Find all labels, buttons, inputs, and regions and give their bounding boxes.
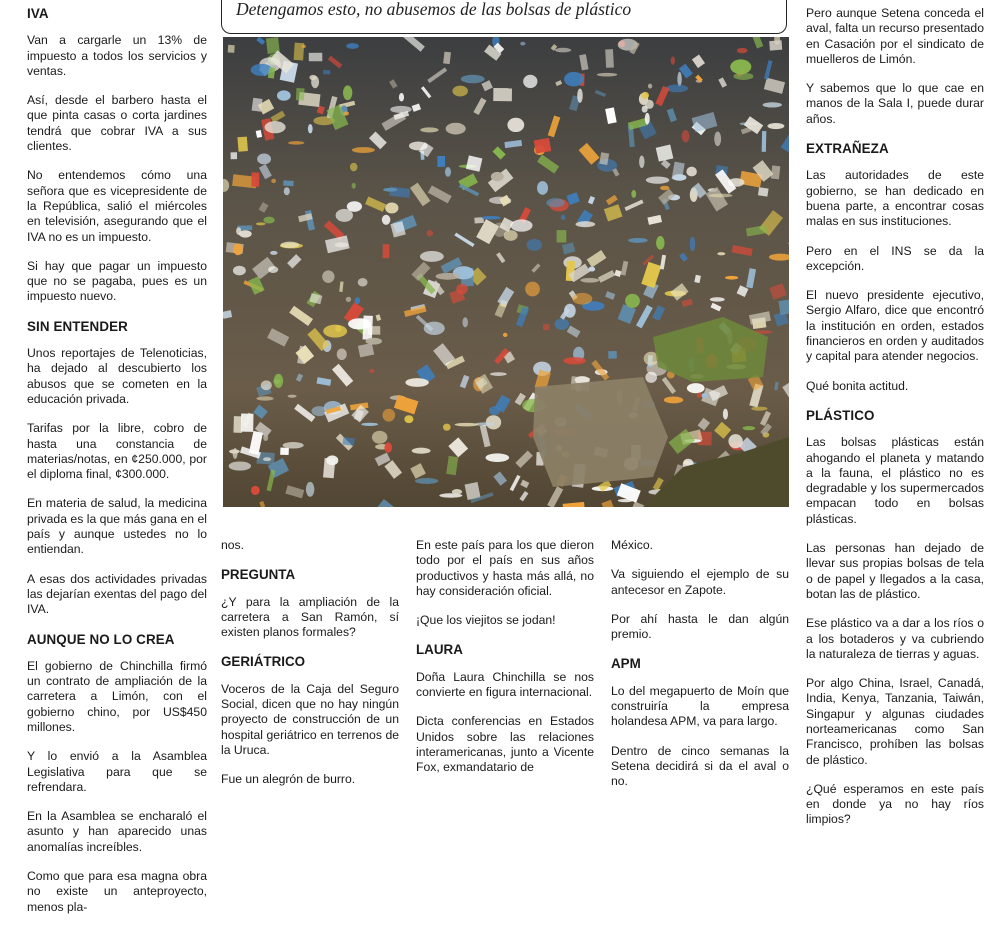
trash-piece <box>237 137 248 152</box>
trash-piece <box>763 102 782 107</box>
trash-piece <box>229 461 251 470</box>
trash-piece <box>309 75 316 80</box>
column-3 <box>416 538 594 790</box>
trash-piece <box>241 413 254 431</box>
trash-piece <box>309 53 323 61</box>
trash-piece <box>443 52 451 64</box>
trash-piece <box>452 86 468 97</box>
trash-piece <box>306 482 314 497</box>
paragraph: Pero en el INS se da la excepción. <box>806 243 984 273</box>
trash-piece <box>343 437 355 446</box>
trash-piece <box>503 333 508 337</box>
paragraph: ¡Que los viejitos se jodan! <box>416 613 556 628</box>
trash-piece <box>664 397 683 404</box>
trash-piece <box>491 172 504 181</box>
trash-piece <box>277 90 291 100</box>
trash-piece <box>648 84 652 89</box>
trash-piece <box>256 222 266 225</box>
trash-piece <box>546 198 564 207</box>
paragraph: No entendemos cómo una señora que es vicepresidente de la República, salió el miércoles en televisión, asegurando que el IVA no es un impuesto. <box>27 168 207 244</box>
trash-piece <box>268 266 278 273</box>
paragraph: Las bolsas plásticas están ahogando el planeta y matando a la fauna, el plástico no es degradable y los supermercados empacan todo en bolsas plásticas. <box>806 435 984 526</box>
trash-piece <box>511 219 533 231</box>
trash-piece <box>490 372 507 376</box>
trash-piece <box>283 442 304 448</box>
trash-piece <box>263 457 271 461</box>
trash-piece <box>537 181 548 195</box>
trash-piece <box>564 72 584 87</box>
trash-piece <box>523 75 537 88</box>
trash-piece <box>645 372 657 383</box>
paragraph: Lo del megapuerto de Moín que construiría la empresa holandesa APM, va para largo. <box>611 683 789 729</box>
trash-piece <box>382 409 395 422</box>
trash-piece <box>384 442 392 452</box>
paragraph: Y sabemos que lo que cae en manos de la Sala I, puede durar años. <box>806 81 984 126</box>
trash-piece <box>271 179 276 183</box>
trash-piece <box>577 88 583 102</box>
trash-piece <box>543 324 549 330</box>
column-2 <box>221 538 399 802</box>
trash-piece <box>660 186 669 190</box>
trash-piece <box>639 155 644 168</box>
trash-piece <box>270 251 278 255</box>
trash-piece <box>288 141 304 145</box>
trash-piece <box>555 318 569 330</box>
trash-piece <box>482 216 501 220</box>
trash-piece <box>323 70 330 74</box>
trash-piece <box>646 176 670 183</box>
trash-piece <box>527 239 542 251</box>
trash-piece <box>352 147 375 153</box>
paragraph: A esas dos actividades privadas las dejarían exentas del pago del IVA. <box>27 571 207 617</box>
paragraph: nos. <box>221 538 245 552</box>
trash-piece <box>572 293 592 305</box>
trash-piece <box>343 85 352 100</box>
trash-piece <box>323 325 347 338</box>
paragraph: En la Asamblea se encharaló el asunto y han aparecido unas anomalías increíbles. <box>27 809 207 854</box>
paragraph: Y lo envió a la Asamblea Legislativa para que se refrendara. <box>27 749 207 794</box>
trash-piece <box>520 42 525 46</box>
paragraph: Doña Laura Chinchilla se nos convierte en figura internacional. <box>416 669 594 700</box>
paragraph: En materia de salud, la medicina privada es la que más gana en el país y aunque ustedes no lo entiendan. <box>27 496 207 557</box>
trash-piece <box>420 127 438 132</box>
trash-piece <box>346 43 359 49</box>
trash-piece <box>557 230 567 242</box>
paragraph: Dentro de cinco semanas la Setena decidirá si da el aval o no. <box>611 743 789 789</box>
trash-piece <box>641 92 649 99</box>
paragraph: Fue un alegrón de burro. <box>221 772 356 787</box>
trash-piece <box>485 453 509 462</box>
trash-piece <box>261 380 272 390</box>
trash-piece <box>769 40 782 50</box>
trash-piece <box>412 448 431 454</box>
paragraph: Así, desde el barbero hasta el que pinta casas o corta jardines tendrá que cobrar IVA a sus clientes. <box>27 93 207 154</box>
trash-piece <box>687 383 705 393</box>
trash-piece <box>337 348 347 360</box>
trash-piece <box>263 435 268 441</box>
trash-piece <box>296 88 305 101</box>
paragraph: Tarifas por la libre, cobro de hasta una constancia de materias/notas, en ¢250.000, por el diploma final, ¢300.000. <box>27 421 207 482</box>
trash-piece <box>257 154 271 165</box>
trash-piece <box>751 407 767 411</box>
paragraph: Las personas han dejado de llevar sus propias bolsas de tela o de papel y llegados a la casa, botan las de plástico. <box>806 541 984 601</box>
column-4 <box>611 538 789 804</box>
trash-piece <box>445 167 451 177</box>
section-heading: PREGUNTA <box>221 567 296 583</box>
paragraph: Por ahí hasta le dan algún premio. <box>611 611 789 642</box>
trash-piece <box>365 338 382 345</box>
trash-piece <box>723 409 728 420</box>
trash-piece <box>767 123 784 129</box>
trash-piece <box>452 489 462 494</box>
trash-piece <box>346 297 351 302</box>
paragraph: Las autoridades de este gobierno, se han dedicado en buena parte, a encontrar cosas malas en sus instituciones. <box>806 168 984 229</box>
trash-piece <box>456 284 468 295</box>
paragraph: Unos reportajes de Telenoticias, ha dejado al descubierto los abusos que se cometen en la educación privada. <box>27 346 207 406</box>
trash-piece <box>383 244 390 258</box>
paragraph: Van a cargarle un 13% de impuesto a todos los servicios y ventas. <box>27 33 207 78</box>
trash-piece <box>686 167 697 177</box>
trash-piece <box>690 237 696 252</box>
trash-piece <box>525 282 540 297</box>
trash-piece <box>597 73 618 77</box>
trash-piece <box>405 378 428 387</box>
trash-piece <box>446 123 466 135</box>
trash-piece <box>420 251 444 262</box>
trash-piece <box>358 278 368 287</box>
trash-piece <box>710 297 725 301</box>
trash-piece <box>283 180 294 186</box>
photo-caption: Detengamos esto, no abusemos de las bolsas de plástico <box>236 0 632 19</box>
trash-piece <box>682 130 690 142</box>
trash-piece <box>588 267 595 272</box>
trash-piece <box>369 369 374 373</box>
plastic-pollution-image <box>223 37 789 507</box>
photo-caption-box <box>221 0 787 34</box>
trash-piece <box>399 93 404 101</box>
paragraph: México. <box>611 538 653 552</box>
section-heading: EXTRAÑEZA <box>806 141 889 157</box>
trash-piece <box>576 221 596 227</box>
trash-piece <box>233 243 243 255</box>
trash-piece <box>709 194 733 198</box>
trash-piece <box>677 72 681 87</box>
trash-piece <box>322 270 334 283</box>
trash-piece <box>461 75 485 83</box>
trash-piece <box>361 423 378 426</box>
trash-piece <box>563 357 586 364</box>
section-heading: AUNQUE NO LO CREA <box>27 631 175 647</box>
trash-piece <box>437 156 445 167</box>
trash-piece <box>404 415 413 423</box>
trash-piece <box>656 236 665 250</box>
trash-piece <box>561 215 566 220</box>
section-heading: LAURA <box>416 642 463 658</box>
section-heading: APM <box>611 656 641 672</box>
trash-piece <box>382 215 391 225</box>
trash-piece <box>233 266 246 276</box>
trash-piece <box>251 172 259 186</box>
trash-piece <box>284 187 290 195</box>
trash-piece <box>390 106 412 113</box>
trash-piece <box>702 393 708 398</box>
paragraph: ¿Qué esperamos en este país en donde ya no hay ríos limpios? <box>806 781 984 827</box>
trash-piece <box>507 118 524 132</box>
plastic-pollution-photo <box>223 37 789 507</box>
trash-piece <box>352 183 356 189</box>
trash-piece <box>302 45 306 49</box>
trash-piece <box>231 152 238 159</box>
trash-piece <box>355 297 360 304</box>
paragraph: Como que para esa magna obra no existe un anteproyecto, menos pla- <box>27 869 207 914</box>
trash-piece <box>645 113 650 125</box>
paragraph: El nuevo presidente ejecutivo, Sergio Alfaro, dice que encontró la institución en orden, estados financieros en orden y auditados y capital para atender negocios. <box>806 288 984 364</box>
trash-piece <box>350 163 358 172</box>
paragraph: En este país para los que dieron todo por el país en sus años productivos y hasta más allá, no hay consideración oficial. <box>416 538 594 598</box>
paragraph: Qué bonita actitud. <box>806 378 909 393</box>
trash-piece <box>326 455 338 465</box>
trash-piece <box>671 57 675 65</box>
paragraph: El gobierno de Chinchilla firmó un contrato de ampliación de la carretera a Limón, con el gobierno chino, por US$450 millones. <box>27 658 207 734</box>
section-heading: PLÁSTICO <box>806 407 875 423</box>
trash-piece <box>372 431 387 444</box>
trash-piece <box>628 238 648 243</box>
paragraph: ¿Y para la ampliación de la carretera a San Ramón, sí existen planos formales? <box>221 594 399 640</box>
trash-piece <box>251 486 260 495</box>
trash-piece <box>504 230 518 241</box>
paragraph: Por algo China, Israel, Canadá, India, Kenya, Tanzania, Taiwán, Singapur y algunas ciudades norteamericanas como San Francisco, prohíben las bolsas de plástico. <box>806 676 984 767</box>
trash-piece <box>383 188 397 192</box>
trash-piece <box>335 242 349 247</box>
trash-piece <box>725 276 738 280</box>
trash-piece <box>642 105 648 112</box>
trash-piece <box>436 273 460 280</box>
trash-piece <box>415 478 438 484</box>
trash-piece <box>308 124 313 134</box>
paragraph: Dicta conferencias en Estados Unidos sobre las relaciones interamericanas, junto a Vicente Fox, exmandatario de <box>416 714 594 775</box>
trash-piece <box>771 165 781 179</box>
trash-piece <box>385 203 398 214</box>
paragraph: Ese plástico va a dar a los ríos o a los botaderos y va cubriendo la naturaleza de tierras y aguas. <box>806 616 984 661</box>
trash-piece <box>605 49 614 68</box>
paragraph: Si hay que pagar un impuesto que no se pagaba, pues es un impuesto nuevo. <box>27 258 207 304</box>
trash-piece <box>348 318 371 329</box>
section-heading: IVA <box>27 6 49 21</box>
trash-piece <box>580 278 599 283</box>
trash-piece <box>737 48 748 53</box>
photo-frame <box>221 0 789 508</box>
trash-piece <box>728 434 742 448</box>
trash-piece <box>281 242 300 248</box>
trash-piece <box>534 138 552 154</box>
trash-piece <box>228 45 235 53</box>
trash-piece <box>229 449 240 453</box>
trash-piece <box>280 448 289 456</box>
section-heading: GERIÁTRICO <box>221 654 306 670</box>
trash-piece <box>347 201 362 211</box>
trash-piece <box>555 48 571 53</box>
trash-piece <box>758 187 769 196</box>
trash-piece <box>762 131 767 152</box>
trash-piece <box>265 121 286 133</box>
trash-piece <box>608 351 617 359</box>
section-heading: SIN ENTENDER <box>27 318 128 334</box>
trash-piece <box>486 415 501 429</box>
trash-piece <box>631 190 636 198</box>
paragraph: Voceros de la Caja del Seguro Social, dicen que no hay ningún proyecto de construcción de un hospital geriátrico en terrenos de la Uruca. <box>221 681 399 757</box>
trash-piece <box>274 374 284 388</box>
column-6 <box>806 6 984 842</box>
column-1 <box>27 4 207 929</box>
trash-piece <box>625 294 640 308</box>
paragraph: Pero aunque Setena conceda el aval, falta un recurso presentado en Casación por el sindicato de muelleros de Limón. <box>806 6 984 66</box>
paragraph: Va siguiendo el ejemplo de su antecesor en Zapote. <box>611 567 789 597</box>
trash-piece <box>263 217 274 224</box>
trash-piece <box>427 230 433 236</box>
trash-piece <box>730 59 751 74</box>
trash-piece <box>714 132 721 147</box>
trash-piece <box>493 88 512 101</box>
trash-piece <box>666 84 688 92</box>
trash-piece <box>443 424 451 431</box>
trash-piece <box>743 426 756 430</box>
trash-piece <box>717 252 725 255</box>
trash-piece <box>239 230 252 237</box>
trash-piece <box>462 317 468 327</box>
trash-piece <box>288 395 297 398</box>
trash-piece <box>697 392 702 397</box>
trash-piece <box>455 423 479 426</box>
trash-piece <box>256 396 273 400</box>
